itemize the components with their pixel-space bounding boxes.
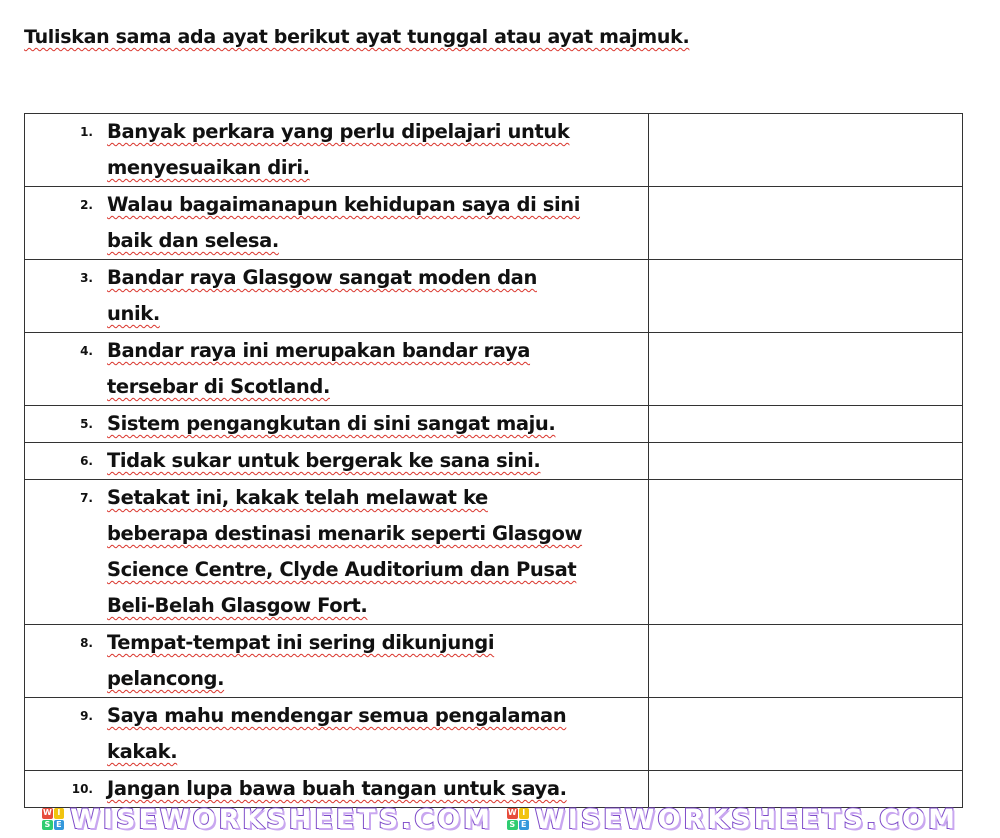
question-text xyxy=(107,443,637,479)
question-cell xyxy=(25,625,649,698)
question-number: 1. xyxy=(80,125,93,139)
question-number: 8. xyxy=(80,636,93,650)
question-cell xyxy=(25,333,649,406)
question-line: pelancong. xyxy=(107,667,225,690)
question-line: Walau bagaimanapun kehidupan saya di sini xyxy=(107,193,581,216)
question-line: menyesuaikan diri. xyxy=(107,156,310,179)
question-number: 9. xyxy=(80,709,93,723)
question-number: 10. xyxy=(71,782,93,796)
question-text xyxy=(107,406,637,442)
question-cell xyxy=(25,443,649,480)
answer-cell[interactable] xyxy=(649,187,963,260)
question-number: 2. xyxy=(80,198,93,212)
brand-right xyxy=(507,804,958,835)
question-text xyxy=(107,625,637,697)
question-line: Tidak sukar untuk bergerak ke sana sini. xyxy=(107,449,541,472)
question-line: Science Centre, Clyde Auditorium dan Pusat xyxy=(107,558,577,581)
wise-logo-icon: W I S E xyxy=(507,808,529,830)
question-row xyxy=(25,625,963,698)
question-line: Saya mahu mendengar semua pengalaman xyxy=(107,704,567,727)
question-line: baik dan selesa. xyxy=(107,229,279,252)
question-cell xyxy=(25,480,649,625)
question-row xyxy=(25,406,963,443)
question-cell xyxy=(25,187,649,260)
question-line: Bandar raya Glasgow sangat moden dan xyxy=(107,266,537,289)
question-row xyxy=(25,698,963,771)
question-number: 4. xyxy=(80,344,93,358)
question-table xyxy=(24,113,963,808)
wise-logo-icon: W I S E xyxy=(42,808,64,830)
question-number: 5. xyxy=(80,417,93,431)
answer-cell[interactable] xyxy=(649,333,963,406)
question-text xyxy=(107,187,637,259)
brand-left xyxy=(42,804,493,835)
question-line: Beli-Belah Glasgow Fort. xyxy=(107,594,368,617)
question-row xyxy=(25,260,963,333)
question-line: Bandar raya ini merupakan bandar raya xyxy=(107,339,531,362)
question-cell xyxy=(25,406,649,443)
answer-cell[interactable] xyxy=(649,114,963,187)
answer-cell[interactable] xyxy=(649,625,963,698)
brand-text: WISEWORKSHEETS.COM xyxy=(70,803,493,835)
question-line: Tempat-tempat ini sering dikunjungi xyxy=(107,631,495,654)
answer-cell[interactable] xyxy=(649,406,963,443)
answer-cell[interactable] xyxy=(649,260,963,333)
question-line: unik. xyxy=(107,302,160,325)
question-line: tersebar di Scotland. xyxy=(107,375,330,398)
question-row xyxy=(25,187,963,260)
question-text xyxy=(107,114,637,186)
answer-cell[interactable] xyxy=(649,480,963,625)
question-row xyxy=(25,114,963,187)
question-line: Sistem pengangkutan di sini sangat maju. xyxy=(107,412,556,435)
watermark-footer xyxy=(0,800,1000,838)
question-row xyxy=(25,480,963,625)
question-row xyxy=(25,443,963,480)
question-number: 3. xyxy=(80,271,93,285)
answer-cell[interactable] xyxy=(649,698,963,771)
question-line: Banyak perkara yang perlu dipelajari untuk xyxy=(107,120,570,143)
question-line: Jangan lupa bawa buah tangan untuk saya. xyxy=(107,777,567,800)
question-number: 6. xyxy=(80,454,93,468)
question-row xyxy=(25,333,963,406)
question-text xyxy=(107,698,637,770)
question-text xyxy=(107,480,637,624)
question-number: 7. xyxy=(80,491,93,505)
question-text xyxy=(107,260,637,332)
question-cell xyxy=(25,260,649,333)
question-line: beberapa destinasi menarik seperti Glasgow xyxy=(107,522,583,545)
worksheet-instruction: Tuliskan sama ada ayat berikut ayat tunggal atau ayat majmuk. xyxy=(24,26,690,48)
brand-text: WISEWORKSHEETS.COM xyxy=(535,803,958,835)
question-text xyxy=(107,333,637,405)
answer-cell[interactable] xyxy=(649,443,963,480)
question-line: kakak. xyxy=(107,740,178,763)
question-cell xyxy=(25,698,649,771)
question-line: Setakat ini, kakak telah melawat ke xyxy=(107,486,488,509)
question-cell xyxy=(25,114,649,187)
